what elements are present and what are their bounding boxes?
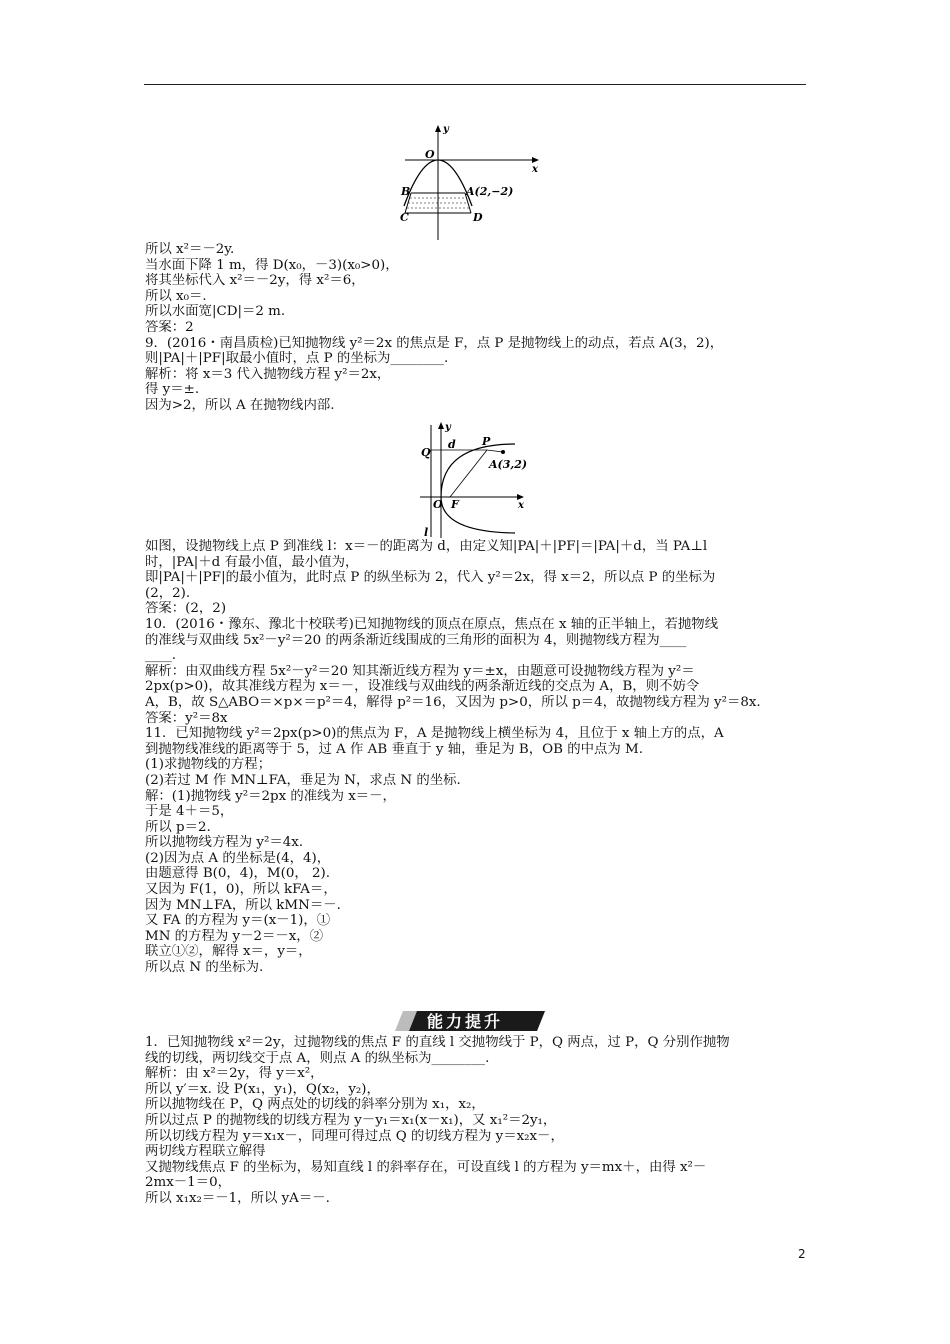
text-line: 两切线方程联立解得 bbox=[145, 1144, 266, 1160]
text-line: 所以切线方程为 y＝x₁x－，同理可得过点 Q 的切线方程为 y＝x₂x－， bbox=[145, 1128, 564, 1144]
text-line: 9．(2016・南昌质检)已知抛物线 y²＝2x 的焦点是 F，点 P 是抛物线上的动点，若点 A(3，2)， bbox=[145, 335, 724, 351]
text-line: 所以水面宽|CD|＝2 m. bbox=[145, 304, 286, 320]
text-line: 10．(2016・豫东、豫北十校联考)已知抛物线的顶点在原点，焦点在 x 轴的正半轴上，若抛物线 bbox=[145, 616, 719, 632]
text-line: (2，2). bbox=[145, 585, 191, 601]
text-line: 1．已知抛物线 x²＝2y，过抛物线的焦点 F 的直线 l 交抛物线于 P，Q 两点，过 P，Q 分别作抛物 bbox=[145, 1035, 730, 1050]
text-line: 2px(p>0)，故其准线方程为 x＝－，设准线与双曲线的两条渐近线的交点为 A，B，则不妨令 bbox=[145, 679, 700, 695]
text-line: ____. bbox=[145, 648, 177, 664]
section-banner-title: 能力提升 bbox=[427, 1012, 504, 1031]
text-line: 11．已知抛物线 y²＝2px(p>0)的焦点为 F，A 是抛物线上横坐标为 4，且位于 x 轴上方的点，A bbox=[145, 726, 724, 742]
text-block-2 bbox=[145, 539, 810, 976]
text-line: 所以抛物线方程为 y²＝4x. bbox=[145, 835, 304, 851]
text-line: 因为>2，所以 A 在抛物线内部. bbox=[145, 397, 335, 413]
origin-label: O bbox=[425, 148, 435, 161]
header-rule bbox=[144, 84, 806, 85]
text-line: 又 FA 的方程为 y＝(x－1)，① bbox=[145, 913, 331, 929]
text-line: 即|PA|＋|PF|的最小值为，此时点 P 的纵坐标为 2，代入 y²＝2x，得 x＝2，所以点 P 的坐标为 bbox=[145, 570, 716, 586]
text-line: 所以过点 P 的抛物线的切线方程为 y－y₁＝x₁(x－x₁)，又 x₁²＝2y₁， bbox=[145, 1112, 557, 1128]
text-line: 所以 p＝2. bbox=[145, 819, 211, 835]
text-line: (2)若过 M 作 MN⊥FA，垂足为 N，求点 N 的坐标. bbox=[145, 772, 461, 788]
text-line: MN 的方程为 y－2＝－x，② bbox=[145, 928, 324, 944]
focus-f-label: F bbox=[451, 498, 459, 511]
text-block-3 bbox=[145, 1035, 810, 1207]
text-line: 解析：将 x＝3 代入抛物线方程 y²＝2x， bbox=[145, 366, 391, 382]
parabola-focus-figure bbox=[415, 420, 535, 540]
text-block-1 bbox=[145, 242, 810, 414]
text-line: 答案：y²＝8x bbox=[145, 710, 228, 726]
point-q-label: Q bbox=[421, 446, 431, 459]
origin-label: O bbox=[433, 498, 443, 511]
page-number: 2 bbox=[798, 1247, 806, 1261]
text-line: 因为 MN⊥FA，所以 kMN＝－. bbox=[145, 897, 341, 913]
text-line: 答案：(2，2) bbox=[145, 601, 227, 617]
text-line: 答案：2 bbox=[145, 319, 194, 335]
point-p-label: P bbox=[482, 435, 491, 448]
text-line: 的准线与双曲线 5x²－y²＝20 的两条渐近线围成的三角形的面积为 4，则抛物线方程为____ bbox=[145, 632, 687, 648]
text-line: 线的切线，两切线交于点 A，则点 A 的纵坐标为________. bbox=[145, 1050, 490, 1066]
text-line: 所以 x²＝－2y. bbox=[145, 242, 235, 257]
text-line: 时，|PA|＋d 有最小值，最小值为， bbox=[145, 554, 359, 570]
text-line: 所以点 N 的坐标为. bbox=[145, 960, 264, 976]
point-d-label: D bbox=[473, 211, 483, 224]
text-line: 解析：由 x²＝2y，得 y＝x²， bbox=[145, 1066, 324, 1082]
text-line: 将其坐标代入 x²＝－2y，得 x²＝6， bbox=[145, 273, 365, 289]
point-b-label: B bbox=[401, 185, 411, 198]
text-line: 解：(1)抛物线 y²＝2px 的准线为 x＝－， bbox=[145, 788, 396, 804]
text-line: 到抛物线准线的距离等于 5，过 A 作 AB 垂直于 y 轴，垂足为 B，OB 的中点为 M. bbox=[145, 741, 644, 757]
text-line: 所以抛物线在 P，Q 两点处的切线的斜率分别为 x₁，x₂， bbox=[145, 1097, 485, 1113]
text-line: 如图，设抛物线上点 P 到准线 l：x＝－的距离为 d，由定义知|PA|＋|PF|＝|PA|＋d，当 PA⊥l bbox=[145, 539, 708, 554]
section-banner bbox=[395, 1008, 545, 1034]
point-a-label: A(2,−2) bbox=[466, 185, 514, 198]
text-line: A，B，故 S△ABO＝×p×＝p²＝4，解得 p²＝16，又因为 p>0，所以 p＝4，故抛物线方程为 y²＝8x. bbox=[145, 694, 761, 710]
text-line: 所以 x₀＝. bbox=[145, 288, 207, 304]
text-line: 2mx－1＝0， bbox=[145, 1175, 231, 1191]
text-line: 当水面下降 1 m，得 D(x₀，－3)(x₀>0)， bbox=[145, 257, 399, 273]
point-c-label: C bbox=[400, 211, 409, 224]
point-a-label: A(3,2) bbox=[489, 458, 528, 471]
text-line: (2)因为点 A 的坐标是(4，4)， bbox=[145, 850, 331, 866]
text-line: (1)求抛物线的方程； bbox=[145, 757, 272, 773]
text-line: 由题意得 B(0，4)，M(0， 2). bbox=[145, 866, 331, 882]
text-line: 于是 4＋＝5， bbox=[145, 804, 234, 820]
text-line: 则|PA|＋|PF|取最小值时，点 P 的坐标为________. bbox=[145, 351, 449, 367]
parabola-bridge-figure bbox=[400, 122, 550, 242]
y-axis-label: y bbox=[445, 422, 451, 433]
text-line: 联立①②，解得 x＝，y＝， bbox=[145, 944, 312, 960]
text-line: 又抛物线焦点 F 的坐标为，易知直线 l 的斜率存在，可设直线 l 的方程为 y＝mx＋，由得 x²－ bbox=[145, 1159, 707, 1175]
y-axis-label: y bbox=[443, 124, 449, 135]
text-line: 又因为 F(1，0)，所以 kFA＝， bbox=[145, 882, 337, 898]
text-line: 解析：由双曲线方程 5x²－y²＝20 知其渐近线方程为 y＝±x，由题意可设抛物线方程为 y²＝ bbox=[145, 663, 695, 679]
text-line: 所以 y′＝x. 设 P(x₁，y₁)，Q(x₂，y₂)， bbox=[145, 1081, 380, 1097]
text-line: 所以 x₁x₂＝－1，所以 yA＝－. bbox=[145, 1190, 330, 1206]
text-line: 得 y＝±. bbox=[145, 382, 200, 398]
directrix-l-label: l bbox=[424, 526, 429, 539]
x-axis-label: x bbox=[532, 164, 538, 175]
x-axis-label: x bbox=[518, 500, 524, 511]
distance-d-label: d bbox=[448, 438, 456, 451]
